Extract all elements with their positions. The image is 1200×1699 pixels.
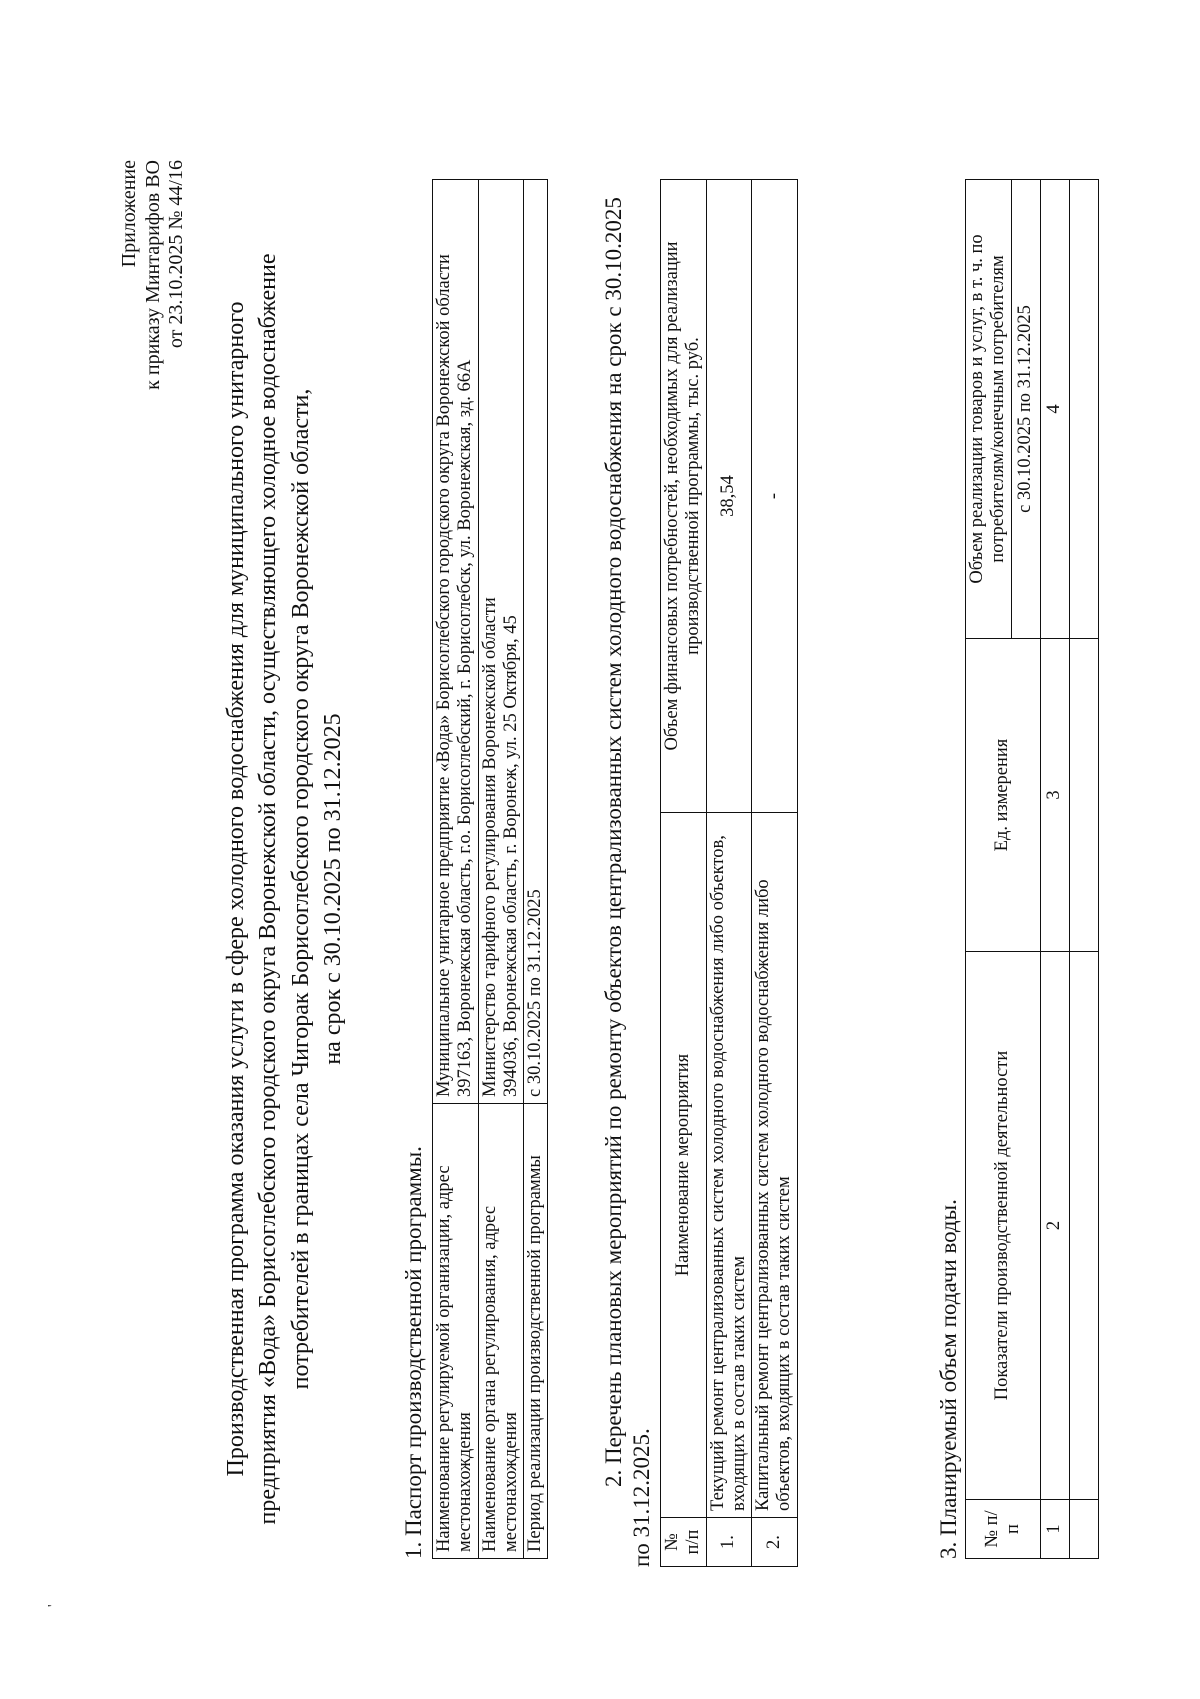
- passport-label: Наименование регулируемой организации, адрес местонахождения: [433, 1104, 479, 1559]
- index-cell: 4: [1040, 180, 1069, 639]
- col-header-amount: Объем финансовых потребностей, необходимых для реализации производственной программы, тыс. руб.: [661, 180, 707, 813]
- table-index-row: [1040, 180, 1069, 1559]
- col-header-name: Наименование мероприятия: [661, 813, 707, 1518]
- org-name: Муниципальное унитарное предприятие «Вода» Борисоглебского городского округа Воронежской области: [434, 254, 454, 1097]
- order-date-number: от 23.10.2025 № 44/16: [165, 160, 188, 349]
- table-header-row: [661, 180, 707, 1567]
- repairs-heading: 2. Перечень плановых мероприятий по ремонту объектов централизованных систем холодного водоснабжения на срок с 30.10.2025 по 31.12.2025.: [601, 197, 655, 1567]
- passport-value: [478, 180, 524, 1104]
- period-value: с 30.10.2025 по 31.12.2025: [525, 889, 546, 1097]
- col-header-num: № п/п: [966, 1500, 1041, 1559]
- passport-value: [524, 180, 548, 1104]
- passport-heading: 1. Паспорт производственной программы.: [401, 1146, 426, 1559]
- row-num: 2.: [752, 1518, 798, 1567]
- table-header-row: [966, 180, 1012, 1559]
- title-line-2: предприятия «Вода» Борисоглебского городского округа Воронежской области, осуществляющего холодное водоснабжение: [255, 253, 282, 1525]
- appendix-label: Приложение: [118, 160, 140, 268]
- passport-table: [432, 179, 548, 1559]
- index-cell: 2: [1040, 952, 1069, 1500]
- repairs-table: [660, 179, 798, 1567]
- row-name: Текущий ремонт централизованных систем холодного водоснабжения либо объектов, входящих в состав таких систем: [706, 813, 752, 1518]
- row-num: 1.: [706, 1518, 752, 1567]
- table-row: [706, 180, 752, 1567]
- table-row: [752, 180, 798, 1567]
- passport-value: [433, 180, 479, 1104]
- col-header-volume: Объем реализации товаров и услуг, в т. ч. по потребителям/конечным потребителям: [966, 180, 1012, 639]
- empty-cell: [1069, 639, 1098, 952]
- col-header-num: № п/п: [661, 1518, 707, 1567]
- appendix-header: [118, 160, 189, 580]
- table-row: [524, 180, 548, 1559]
- volume-table: [965, 179, 1099, 1559]
- empty-cell: [1069, 180, 1098, 639]
- title-line-4: на срок с 30.10.2025 по 31.12.2025: [320, 713, 347, 1065]
- passport-label: Наименование органа регулирования, адрес местонахождения: [478, 1104, 524, 1559]
- col-header-unit: Ед. измерения: [966, 639, 1041, 952]
- order-reference: к приказу Минтарифов ВО: [141, 160, 164, 390]
- index-cell: 1: [1040, 1500, 1069, 1559]
- empty-cell: [1069, 1500, 1098, 1559]
- table-row: [478, 180, 524, 1559]
- row-amount: -: [752, 180, 798, 813]
- volume-heading: 3. Планируемый объем подачи воды.: [936, 1199, 961, 1559]
- empty-cell: [1069, 952, 1098, 1500]
- title-line-1: Производственная программа оказания услуги в сфере холодного водоснабжения для муниципального унитарного: [223, 301, 249, 1477]
- stray-mark: ': [46, 1604, 61, 1607]
- col-header-period: с 30.10.2025 по 31.12.2025: [1011, 180, 1040, 639]
- regulator-address: 394036, Воронежская область, г. Воронеж, ул. 25 Октября, 45: [500, 615, 521, 1097]
- table-row: [433, 180, 479, 1559]
- row-amount: 38,54: [706, 180, 752, 813]
- passport-label: Период реализации производственной программы: [524, 1104, 548, 1559]
- title-line-3: потребителей в границах села Чигорак Борисоглебского городского округа Воронежской области,: [287, 388, 314, 1390]
- regulator-name: Министерство тарифного регулирования Воронежской области: [479, 597, 500, 1097]
- org-address: 397163, Воронежская область, г.о. Борисоглебский, г. Борисоглебск, ул. Воронежская, зд. 66А: [455, 359, 476, 1097]
- col-header-indicator: Показатели производственной деятельности: [966, 952, 1041, 1500]
- row-name: Капитальный ремонт централизованных систем холодного водоснабжения либо объектов, входящих в состав таких систем: [752, 813, 798, 1518]
- index-cell: 3: [1040, 639, 1069, 952]
- document-title: [220, 204, 350, 1574]
- table-row: [1069, 180, 1098, 1559]
